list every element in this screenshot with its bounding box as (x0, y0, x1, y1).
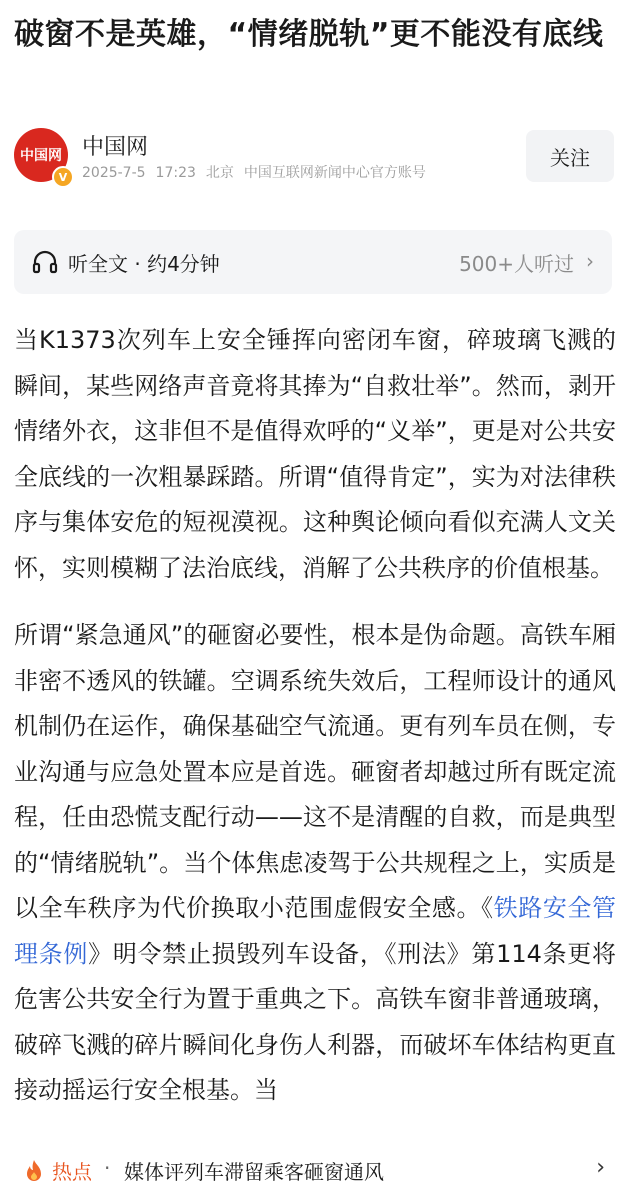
hot-topic-bar[interactable] (0, 1142, 631, 1199)
hot-topic-text: 媒体评列车滞留乘客砸窗通风 (124, 1160, 384, 1184)
verified-badge-icon: V (52, 166, 74, 188)
follow-button[interactable]: 关注 (526, 130, 614, 182)
paragraph-2-text-b: 》明令禁止损毁列车设备，《刑法》第114条更将危害公共安全行为置于重典之下。高铁车窗非普通玻璃，破碎飞溅的碎片瞬间化身伤人利器，而破坏车体结构更直接动摇运行安全根基。当 (14, 939, 616, 1104)
publish-location: 北京 (205, 165, 234, 181)
listen-count: 500+人听过 (459, 252, 574, 276)
article-title: 破窗不是英雄，“情绪脱轨”更不能没有底线 (14, 17, 604, 52)
paragraph-2 (14, 613, 616, 1114)
headphones-icon (32, 250, 58, 274)
listen-label: 听全文 · 约4分钟 (68, 252, 220, 276)
paragraph-2-text-a: 所谓“紧急通风”的砸窗必要性，根本是伪命题。高铁车厢非密不透风的铁罐。空调系统失效后，工程师设计的通风机制仍在运作，确保基础空气流通。更有列车员在侧，专业沟通与应急处置本应是首选。砸窗者却越过所有既定流程，任由恐慌支配行动——这不是清醒的自救，而是典型的“情绪脱轨”。当个体焦虑凌驾于公共规程之上，实质是以全车秩序为代价换取小范围虚假安全感。《 (14, 621, 616, 922)
publish-time: 17:23 (155, 165, 196, 181)
chevron-right-icon: › (596, 1155, 605, 1180)
avatar-text: 中国网 (20, 148, 62, 164)
author-name[interactable]: 中国网 (82, 135, 149, 160)
regulation-link[interactable]: 铁路安全管理条例 (14, 894, 616, 968)
account-description: 中国互联网新闻中心官方账号 (243, 165, 426, 181)
author-meta (82, 162, 436, 182)
publish-date: 2025-7-5 (82, 165, 146, 181)
hot-label: 热点 (52, 1160, 92, 1184)
flame-icon (24, 1159, 44, 1183)
listen-bar[interactable] (14, 230, 612, 294)
article-body (14, 318, 616, 1138)
chevron-right-icon: › (586, 249, 594, 273)
author-row (14, 128, 614, 188)
hot-separator: · (104, 1156, 111, 1180)
paragraph-1: 当K1373次列车上安全锤挥向密闭车窗，碎玻璃飞溅的瞬间，某些网络声音竟将其捧为“自救壮举”。然而，剥开情绪外衣，这非但不是值得欢呼的“义举”，更是对公共安全底线的一次粗暴踩踏。所谓“值得肯定”，实为对法律秩序与集体安危的短视漠视。这种舆论倾向看似充满人文关怀，实则模糊了法治底线，消解了公共秩序的价值根基。 (14, 326, 616, 582)
